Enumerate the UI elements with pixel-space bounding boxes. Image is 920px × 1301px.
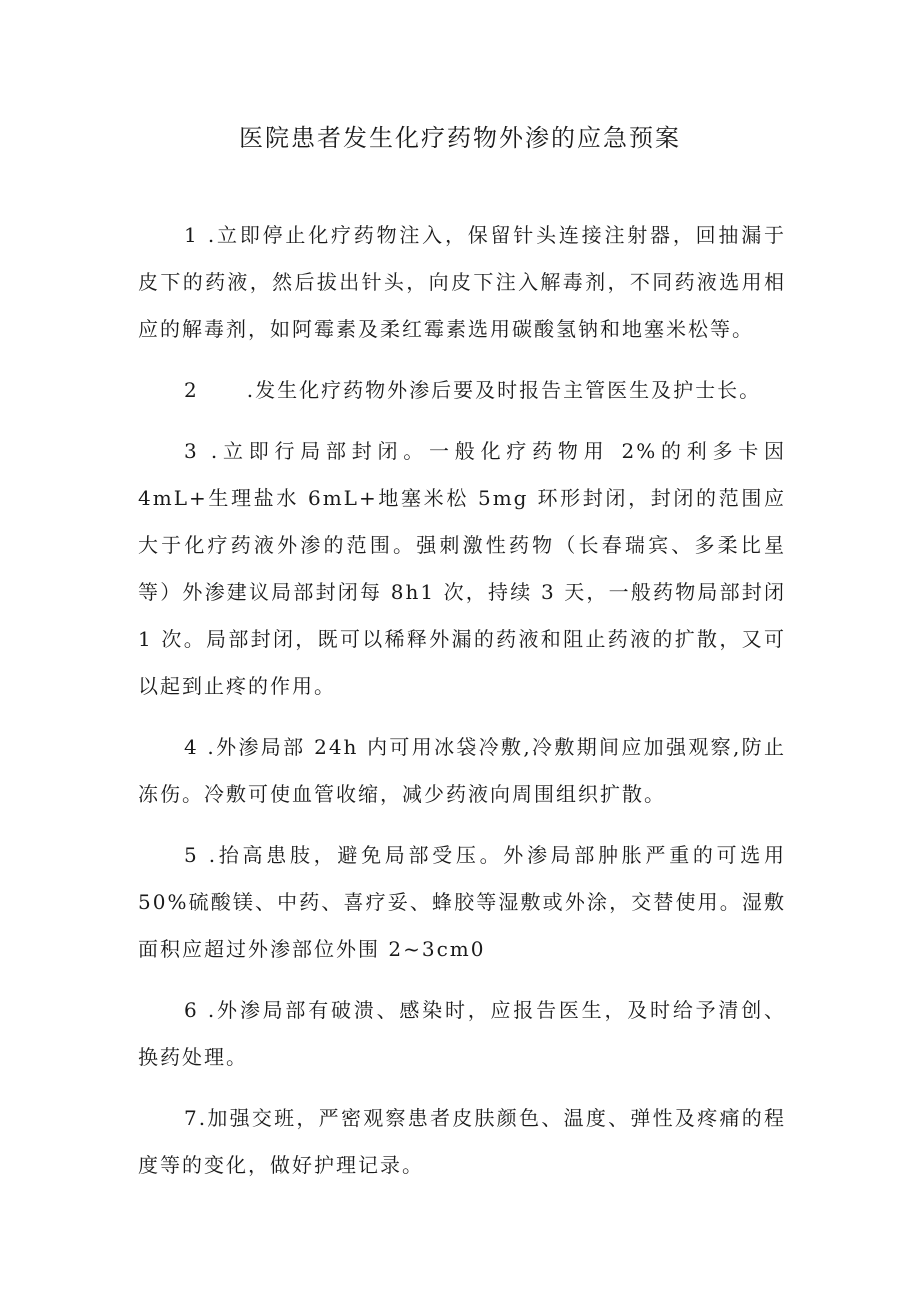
paragraph-text: .发生化疗药物外渗后要及时报告主管医生及护士长。 [246,378,762,402]
paragraph-number: 4 [184,735,199,759]
paragraph-number: 7 [184,1106,199,1130]
paragraph-number: 3 [184,439,199,463]
paragraph-text: .加强交班，严密观察患者皮肤颜色、温度、弹性及疼痛的程度等的变化，做好护理记录。 [138,1106,786,1177]
paragraph-text: .立即停止化疗药物注入，保留针头连接注射器，回抽漏于皮下的药液，然后拔出针头，向皮下注入解毒剂，不同药液选用相应的解毒剂，如阿霉素及柔红霉素选用碳酸氢钠和地塞米松等。 [138,223,787,341]
document-body [138,212,786,1203]
paragraph-5 [138,832,786,973]
paragraph-4 [138,724,786,818]
paragraph-text: .外渗局部 24h 内可用冰袋冷敷,冷敷期间应加强观察,防止冻伤。冷敷可使血管收缩，减少药液向周围组织扩散。 [138,735,786,806]
paragraph-6 [138,987,786,1081]
paragraph-7 [138,1095,786,1189]
paragraph-text: .立即行局部封闭。一般化疗药物用 2%的利多卡因 4mL+生理盐水 6mL+地塞米松 5mg 环形封闭，封闭的范围应大于化疗药液外渗的范围。强刺激性药物（长春瑞宾、多柔比星等）外渗建议局部封闭每 8h1 次，持续 3 天，一般药物局部封闭 1 次。局部封闭，既可以稀释外漏的药液和阻止药液的扩散，又可以起到止疼的作用。 [138,439,786,698]
paragraph-number: 1 [184,223,199,247]
paragraph-number: 5 [184,843,199,867]
paragraph-text: .外渗局部有破溃、感染时，应报告医生，及时给予清创、换药处理。 [138,998,787,1069]
paragraph-3 [138,428,786,710]
paragraph-number: 6 [184,998,199,1022]
paragraph-number: 2 [184,378,199,402]
paragraph-2 [138,367,786,414]
document-title: 医院患者发生化疗药物外渗的应急预案 [239,124,681,152]
paragraph-1 [138,212,786,353]
paragraph-text: .抬高患肢，避免局部受压。外渗局部肿胀严重的可选用 50%硫酸镁、中药、喜疗妥、蜂胶等湿敷或外涂，交替使用。湿敷面积应超过外渗部位外围 2~3cm0 [138,843,786,961]
